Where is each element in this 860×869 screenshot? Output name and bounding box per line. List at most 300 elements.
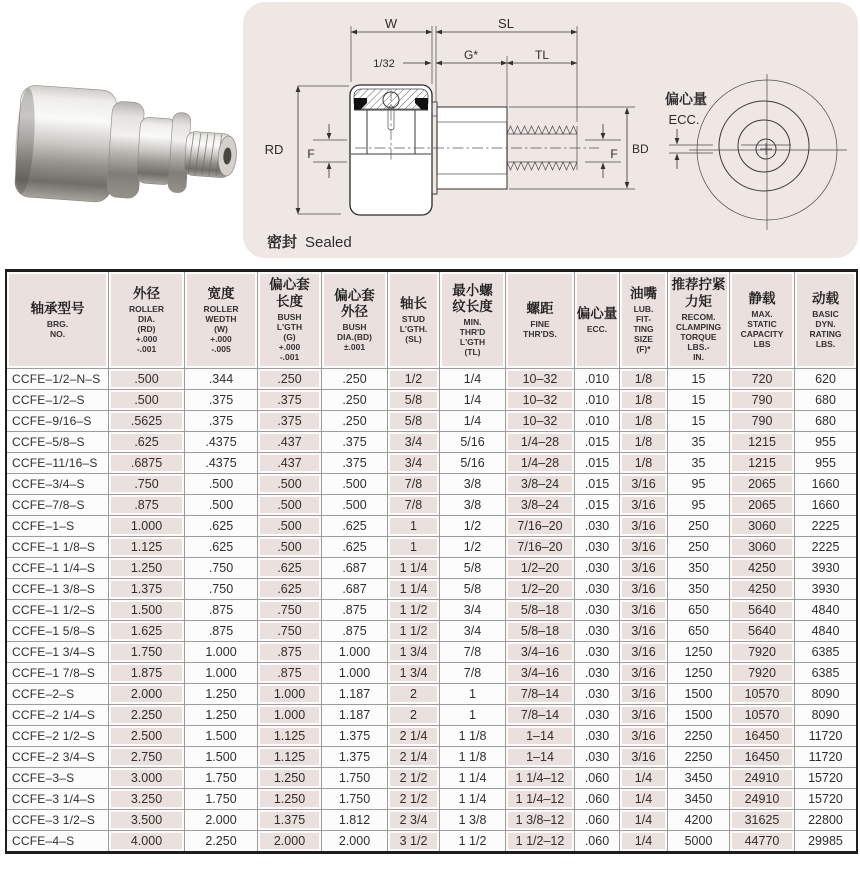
value-cell: .500: [258, 495, 322, 516]
value-cell: .500: [109, 390, 185, 411]
dim-label-tl: TL: [534, 48, 550, 62]
value-cell: .030: [575, 684, 620, 705]
column-header-0: 轴承型号 BRG. NO.: [7, 272, 109, 369]
value-cell: 1/2–20: [506, 558, 575, 579]
value-cell: .010: [575, 390, 620, 411]
value-cell: 1/8: [620, 390, 668, 411]
value-cell: .750: [109, 474, 185, 495]
table-row: [7, 453, 856, 474]
value-cell: .4375: [185, 432, 258, 453]
value-cell: 1.000: [322, 642, 388, 663]
table-row: [7, 810, 856, 831]
value-cell: .060: [575, 810, 620, 831]
value-cell: 3/8: [440, 495, 506, 516]
value-cell: .875: [185, 600, 258, 621]
value-cell: 2065: [730, 495, 795, 516]
value-cell: 1.250: [185, 705, 258, 726]
value-cell: 1/4: [620, 789, 668, 810]
value-cell: 95: [668, 474, 730, 495]
value-cell: 22800: [795, 810, 856, 831]
value-cell: .6875: [109, 453, 185, 474]
value-cell: .015: [575, 474, 620, 495]
table-row: [7, 558, 856, 579]
value-cell: 7920: [730, 642, 795, 663]
value-cell: 1.375: [322, 747, 388, 768]
value-cell: 1.250: [185, 684, 258, 705]
value-cell: 11720: [795, 747, 856, 768]
bearing-number-cell: CCFE–1 1/8–S: [7, 537, 109, 558]
value-cell: .875: [322, 600, 388, 621]
value-cell: 11720: [795, 726, 856, 747]
value-cell: .875: [185, 621, 258, 642]
value-cell: 1–14: [506, 747, 575, 768]
value-cell: 1.125: [258, 726, 322, 747]
value-cell: 1.000: [322, 663, 388, 684]
value-cell: .500: [258, 537, 322, 558]
value-cell: .344: [185, 369, 258, 390]
value-cell: 1/2: [440, 516, 506, 537]
table-row: [7, 369, 856, 390]
value-cell: .625: [258, 558, 322, 579]
value-cell: 8090: [795, 705, 856, 726]
value-cell: .625: [322, 537, 388, 558]
dim-label-sl: SL: [498, 16, 514, 31]
bearing-number-cell: CCFE–9/16–S: [7, 411, 109, 432]
value-cell: .500: [258, 516, 322, 537]
side-view: [350, 85, 599, 215]
bearing-number-cell: CCFE–7/8–S: [7, 495, 109, 516]
column-header-9: 油嘴 LUB. FIT- TING SIZE (F)*: [620, 272, 668, 369]
value-cell: 2 1/4: [388, 726, 440, 747]
value-cell: 16450: [730, 726, 795, 747]
column-header-6: 最小螺 纹长度 MIN. THR'D L'GTH (TL): [440, 272, 506, 369]
value-cell: 680: [795, 411, 856, 432]
column-header-10: 推荐拧紧 力矩 RECOM. CLAMPING TORQUE LBS.- IN.: [668, 272, 730, 369]
value-cell: 3 1/2: [388, 831, 440, 851]
bearing-number-cell: CCFE–1 5/8–S: [7, 621, 109, 642]
value-cell: .750: [185, 579, 258, 600]
table-row: [7, 705, 856, 726]
value-cell: 1.250: [258, 789, 322, 810]
sealed-label-cn: 密封: [267, 234, 298, 251]
value-cell: .030: [575, 558, 620, 579]
bearing-number-cell: CCFE–3/4–S: [7, 474, 109, 495]
value-cell: .625: [109, 432, 185, 453]
value-cell: 1 3/4: [388, 642, 440, 663]
value-cell: 95: [668, 495, 730, 516]
value-cell: 1 1/4–12: [506, 789, 575, 810]
value-cell: 1/4: [440, 411, 506, 432]
value-cell: 1.812: [322, 810, 388, 831]
bearing-number-cell: CCFE–1 1/4–S: [7, 558, 109, 579]
value-cell: 24910: [730, 789, 795, 810]
value-cell: 5/16: [440, 453, 506, 474]
value-cell: 680: [795, 390, 856, 411]
value-cell: 2.000: [185, 810, 258, 831]
value-cell: 1660: [795, 495, 856, 516]
value-cell: .060: [575, 789, 620, 810]
ecc-label-en: ECC.: [668, 112, 700, 127]
table-row: [7, 768, 856, 789]
value-cell: .500: [109, 369, 185, 390]
value-cell: 250: [668, 516, 730, 537]
value-cell: 3/16: [620, 579, 668, 600]
value-cell: 1.375: [258, 810, 322, 831]
value-cell: 3/16: [620, 474, 668, 495]
dim-label-f-right: F: [610, 147, 618, 161]
table-row: [7, 600, 856, 621]
column-header-2: 宽度 ROLLER WEDTH (W) +.000 -.005: [185, 272, 258, 369]
value-cell: 1/4: [440, 369, 506, 390]
value-cell: 2.250: [185, 831, 258, 851]
value-cell: 1250: [668, 642, 730, 663]
value-cell: .250: [258, 369, 322, 390]
value-cell: 1: [440, 705, 506, 726]
value-cell: 2.750: [109, 747, 185, 768]
value-cell: 1/8: [620, 453, 668, 474]
value-cell: 1500: [668, 684, 730, 705]
value-cell: .750: [258, 621, 322, 642]
dim-label-w: W: [384, 16, 398, 31]
table-row: [7, 390, 856, 411]
value-cell: 5000: [668, 831, 730, 851]
value-cell: 3/4: [388, 453, 440, 474]
value-cell: .750: [185, 558, 258, 579]
bearing-number-cell: CCFE–4–S: [7, 831, 109, 851]
value-cell: 6385: [795, 663, 856, 684]
value-cell: 4840: [795, 600, 856, 621]
dim-label-f-left: F: [307, 147, 315, 161]
value-cell: 3/4: [388, 432, 440, 453]
value-cell: .875: [258, 642, 322, 663]
value-cell: 2.000: [322, 831, 388, 851]
value-cell: 16450: [730, 747, 795, 768]
value-cell: 31625: [730, 810, 795, 831]
value-cell: 10570: [730, 684, 795, 705]
table-row: [7, 663, 856, 684]
value-cell: 2: [388, 684, 440, 705]
technical-drawing: [243, 2, 858, 258]
value-cell: 1 1/2: [440, 831, 506, 851]
value-cell: 1 1/8: [440, 726, 506, 747]
value-cell: 3.000: [109, 768, 185, 789]
value-cell: .250: [322, 369, 388, 390]
value-cell: .030: [575, 579, 620, 600]
value-cell: 1.875: [109, 663, 185, 684]
value-cell: .015: [575, 495, 620, 516]
table-row: [7, 516, 856, 537]
value-cell: .375: [185, 390, 258, 411]
value-cell: 1/4–28: [506, 453, 575, 474]
value-cell: .015: [575, 432, 620, 453]
value-cell: 1 1/4: [440, 768, 506, 789]
value-cell: 720: [730, 369, 795, 390]
value-cell: 1660: [795, 474, 856, 495]
value-cell: 5/8: [440, 558, 506, 579]
value-cell: .875: [258, 663, 322, 684]
value-cell: 7/8–14: [506, 684, 575, 705]
value-cell: .375: [185, 411, 258, 432]
value-cell: 2250: [668, 726, 730, 747]
table-row: [7, 537, 856, 558]
value-cell: .750: [258, 600, 322, 621]
value-cell: .375: [258, 390, 322, 411]
value-cell: 7/8: [440, 642, 506, 663]
diagram-panel: [243, 2, 858, 258]
bearing-number-cell: CCFE–5/8–S: [7, 432, 109, 453]
table-row: [7, 579, 856, 600]
value-cell: 1 1/2–12: [506, 831, 575, 851]
value-cell: .030: [575, 663, 620, 684]
column-header-7: 螺距 FINE THR'DS.: [506, 272, 575, 369]
value-cell: 5/8–18: [506, 600, 575, 621]
value-cell: .500: [185, 495, 258, 516]
value-cell: .375: [322, 453, 388, 474]
value-cell: 3/16: [620, 663, 668, 684]
table-row: [7, 495, 856, 516]
value-cell: 2 1/2: [388, 768, 440, 789]
value-cell: .500: [322, 495, 388, 516]
value-cell: 1.125: [109, 537, 185, 558]
value-cell: 1.000: [258, 705, 322, 726]
value-cell: 3/16: [620, 684, 668, 705]
value-cell: 24910: [730, 768, 795, 789]
bearing-number-cell: CCFE–11/16–S: [7, 453, 109, 474]
ecc-label-cn: 偏心量: [665, 91, 707, 107]
value-cell: 1/8: [620, 369, 668, 390]
value-cell: 250: [668, 537, 730, 558]
bearing-number-cell: CCFE–2 1/2–S: [7, 726, 109, 747]
value-cell: 29985: [808, 834, 843, 848]
value-cell: .437: [258, 432, 322, 453]
value-cell: 1/4: [620, 831, 668, 851]
dim-label-g: G*: [463, 48, 479, 62]
value-cell: 5/16: [440, 432, 506, 453]
value-cell: 2250: [668, 747, 730, 768]
value-cell: .687: [322, 558, 388, 579]
value-cell: .030: [575, 621, 620, 642]
value-cell: 3/4: [440, 600, 506, 621]
value-cell: .010: [575, 411, 620, 432]
bearing-number-cell: CCFE–1/2–N–S: [7, 369, 109, 390]
value-cell: .4375: [185, 453, 258, 474]
value-cell: 3930: [795, 558, 856, 579]
value-cell: 6385: [795, 642, 856, 663]
value-cell: .030: [575, 600, 620, 621]
column-header-3: 偏心套 长度 BUSH L'GTH (G) +.000 -.001: [258, 272, 322, 369]
value-cell: 1/4: [620, 768, 668, 789]
column-header-11: 静载 MAX. STATIC CAPACITY LBS: [730, 272, 795, 369]
value-cell: .060: [575, 831, 620, 851]
value-cell: .030: [575, 642, 620, 663]
value-cell: 5/8: [388, 390, 440, 411]
value-cell: 7920: [730, 663, 795, 684]
value-cell: 3/4–16: [506, 663, 575, 684]
value-cell: 1/4: [440, 390, 506, 411]
value-cell: 1 1/2: [388, 600, 440, 621]
specs-table: [5, 269, 858, 854]
value-cell: 15720: [795, 789, 856, 810]
value-cell: 1: [388, 537, 440, 558]
value-cell: 3/8–24: [506, 495, 575, 516]
value-cell: .625: [258, 579, 322, 600]
value-cell: 15: [668, 390, 730, 411]
value-cell: 1 1/4: [440, 789, 506, 810]
value-cell: .500: [322, 474, 388, 495]
value-cell: 5/8–18: [506, 621, 575, 642]
value-cell: 1.000: [185, 663, 258, 684]
value-cell: 1.250: [258, 768, 322, 789]
bearing-number-cell: CCFE–1 3/8–S: [7, 579, 109, 600]
value-cell: 1/4: [620, 810, 668, 831]
table-row: [7, 432, 856, 453]
value-cell: .015: [575, 453, 620, 474]
table-row: [7, 747, 856, 768]
value-cell: 955: [795, 432, 856, 453]
value-cell: 1.250: [109, 558, 185, 579]
value-cell: 1.500: [185, 726, 258, 747]
value-cell: 1 1/4: [388, 558, 440, 579]
bearing-number-cell: CCFE–3 1/4–S: [7, 789, 109, 810]
value-cell: 955: [795, 453, 856, 474]
value-cell: 1/8: [620, 432, 668, 453]
value-cell: 3/8–24: [506, 474, 575, 495]
sealed-label-en: Sealed: [305, 234, 352, 251]
value-cell: 1 1/8: [440, 747, 506, 768]
bearing-number-cell: CCFE–1/2–S: [7, 390, 109, 411]
value-cell: .625: [185, 516, 258, 537]
value-cell: 1.750: [185, 789, 258, 810]
value-cell: 1 1/4–12: [506, 768, 575, 789]
value-cell: 2.000: [258, 831, 322, 851]
value-cell: 2 3/4: [388, 810, 440, 831]
table-row: [7, 642, 856, 663]
value-cell: 3/16: [620, 537, 668, 558]
value-cell: .030: [575, 516, 620, 537]
value-cell: 3/16: [620, 747, 668, 768]
value-cell: 2 1/4: [388, 747, 440, 768]
value-cell: 44770: [730, 831, 795, 851]
value-cell: 3/8: [440, 474, 506, 495]
value-cell: 2.250: [109, 705, 185, 726]
value-cell: 1 3/8: [440, 810, 506, 831]
value-cell: 5640: [730, 621, 795, 642]
value-cell: 1.625: [109, 621, 185, 642]
value-cell: .010: [575, 369, 620, 390]
value-cell: 1 3/8–12: [506, 810, 575, 831]
value-cell: 3450: [668, 789, 730, 810]
value-cell: 15: [668, 369, 730, 390]
value-cell: 1250: [668, 663, 730, 684]
value-cell: 650: [668, 621, 730, 642]
value-cell: 4840: [795, 621, 856, 642]
value-cell: 3.500: [109, 810, 185, 831]
value-cell: 1.187: [322, 684, 388, 705]
value-cell: 4.000: [109, 831, 185, 851]
value-cell: 2065: [730, 474, 795, 495]
value-cell: 2: [388, 705, 440, 726]
value-cell: 35: [668, 453, 730, 474]
column-header-8: 偏心量 ECC.: [575, 272, 620, 369]
value-cell: 1.750: [322, 768, 388, 789]
value-cell: 1215: [730, 432, 795, 453]
value-cell: .687: [322, 579, 388, 600]
value-cell: 10–32: [506, 369, 575, 390]
value-cell: 2225: [795, 537, 856, 558]
value-cell: 3.250: [109, 789, 185, 810]
value-cell: 1215: [730, 453, 795, 474]
value-cell: 1 3/4: [388, 663, 440, 684]
table-row: [7, 474, 856, 495]
value-cell: 3/16: [620, 726, 668, 747]
value-cell: 10570: [730, 705, 795, 726]
value-cell: .060: [575, 768, 620, 789]
table-row: [7, 621, 856, 642]
value-cell: .875: [109, 495, 185, 516]
value-cell: 4250: [730, 558, 795, 579]
value-cell: 7/8: [388, 495, 440, 516]
table-row: [7, 411, 856, 432]
value-cell: .030: [575, 726, 620, 747]
value-cell: 7/16–20: [506, 516, 575, 537]
value-cell: 3/16: [620, 621, 668, 642]
value-cell: 3/16: [620, 705, 668, 726]
table-row: [7, 684, 856, 705]
value-cell: 4200: [668, 810, 730, 831]
bearing-number-cell: CCFE–3–S: [7, 768, 109, 789]
value-cell: .500: [258, 474, 322, 495]
value-cell: 3060: [730, 537, 795, 558]
bearing-number-cell: CCFE–2 3/4–S: [7, 747, 109, 768]
value-cell: .030: [575, 705, 620, 726]
value-cell: 1–14: [506, 726, 575, 747]
value-cell: .250: [322, 390, 388, 411]
column-header-4: 偏心套 外径 BUSH DIA.(BD) ±.001: [322, 272, 388, 369]
value-cell: 350: [668, 558, 730, 579]
header-row: [7, 272, 856, 369]
value-cell: 1/8: [620, 411, 668, 432]
value-cell: 8090: [795, 684, 856, 705]
value-cell: 790: [730, 390, 795, 411]
column-header-5: 轴长 STUD L'GTH. (SL): [388, 272, 440, 369]
value-cell: .375: [258, 411, 322, 432]
dim-label-bd: BD: [632, 142, 649, 156]
cam-follower-image: [12, 84, 240, 211]
value-cell: .030: [575, 537, 620, 558]
value-cell: .375: [322, 432, 388, 453]
value-cell: 3930: [795, 579, 856, 600]
value-cell: 1/4–28: [506, 432, 575, 453]
column-header-1: 外径 ROLLER DIA. (RD) +.000 -.001: [109, 272, 185, 369]
value-cell: 1.125: [258, 747, 322, 768]
value-cell: 1 1/2: [388, 621, 440, 642]
value-cell: 790: [730, 411, 795, 432]
value-cell: 1.750: [185, 768, 258, 789]
bearing-number-cell: CCFE–2 1/4–S: [7, 705, 109, 726]
value-cell: .625: [185, 537, 258, 558]
value-cell: .437: [258, 453, 322, 474]
value-cell: 1: [388, 516, 440, 537]
dim-label-gap: 1/32: [373, 58, 395, 70]
value-cell: 10–32: [506, 390, 575, 411]
value-cell: 1.375: [109, 579, 185, 600]
value-cell: 1: [440, 684, 506, 705]
bearing-number-cell: CCFE–3 1/2–S: [7, 810, 109, 831]
value-cell: 350: [668, 579, 730, 600]
bearing-number-cell: CCFE–1 3/4–S: [7, 642, 109, 663]
value-cell: 1/2: [440, 537, 506, 558]
column-header-12: 动载 BASIC DYN. RATING LBS.: [795, 272, 856, 369]
